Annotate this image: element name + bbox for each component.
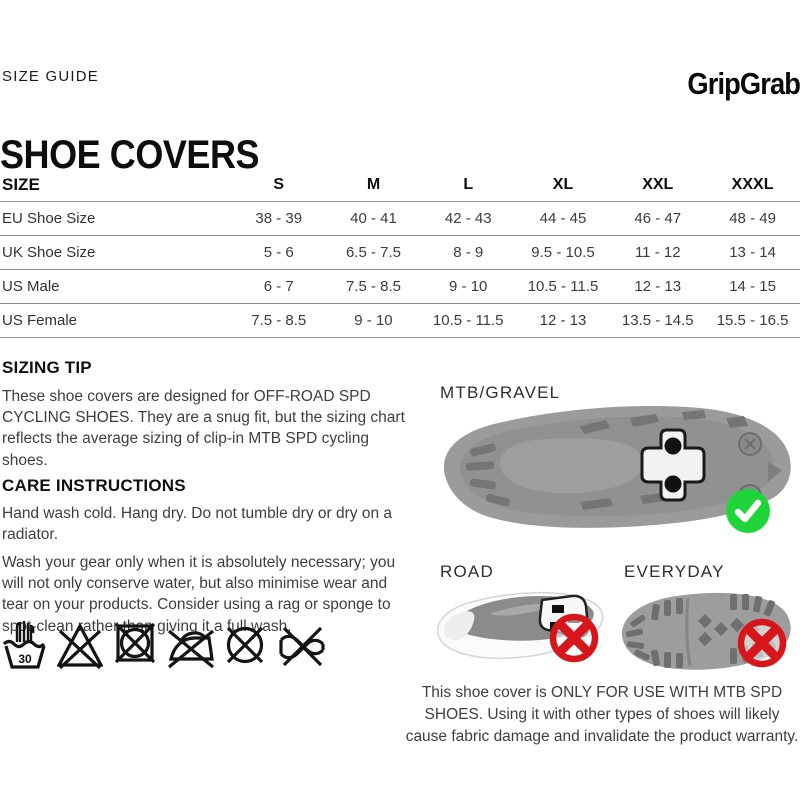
size-cell: 13 - 14 [705,236,800,270]
do-not-dry-clean-icon [222,618,268,670]
compatibility-note: This shoe cover is ONLY FOR USE WITH MTB SPD SHOES. Using it with other types of shoes will likely cause fabric damage and invalidate the product warranty. [405,684,799,745]
everyday-label: EVERYDAY [624,562,725,581]
size-cell: 6.5 - 7.5 [326,236,421,270]
table-row [0,270,800,304]
size-cell: 48 - 49 [705,202,800,236]
size-cell: 6 - 7 [231,270,326,304]
do-not-wring-icon [277,618,323,670]
row-label: EU Shoe Size [0,202,231,236]
sizing-tip-heading: SIZING TIP [2,358,92,377]
size-cell: 10.5 - 11.5 [516,270,611,304]
size-cell: 7.5 - 8.5 [326,270,421,304]
size-cell: 14 - 15 [705,270,800,304]
size-cell: 12 - 13 [610,270,705,304]
size-cell: 15.5 - 16.5 [705,304,800,338]
row-label: US Male [0,270,231,304]
road-label: ROAD [440,562,494,581]
do-not-tumble-dry-icon [112,618,158,670]
size-cell: 10.5 - 11.5 [421,304,516,338]
size-column-xl: XL [516,168,611,202]
size-cell: 40 - 41 [326,202,421,236]
row-label: UK Shoe Size [0,236,231,270]
svg-text:30: 30 [18,652,32,666]
do-not-bleach-icon [57,618,103,670]
size-column-header: SIZE [0,168,231,202]
size-cell: 9 - 10 [421,270,516,304]
mtb-allowed-check-icon [726,489,770,533]
care-text-1: Hand wash cold. Hang dry. Do not tumble dry or dry on a radiator. [2,505,392,544]
size-cell: 11 - 12 [610,236,705,270]
size-cell: 13.5 - 14.5 [610,304,705,338]
size-cell: 8 - 9 [421,236,516,270]
hand-wash-30-icon [2,618,48,670]
size-cell: 46 - 47 [610,202,705,236]
size-cell: 9.5 - 10.5 [516,236,611,270]
size-cell: 44 - 45 [516,202,611,236]
size-column-m: M [326,168,421,202]
mtb-gravel-label: MTB/GRAVEL [440,383,561,402]
size-table [0,168,800,338]
size-cell: 38 - 39 [231,202,326,236]
size-cell: 12 - 13 [516,304,611,338]
size-cell: 7.5 - 8.5 [231,304,326,338]
size-cell: 5 - 6 [231,236,326,270]
size-column-xxxl: XXXL [705,168,800,202]
size-table-header-row [0,168,800,202]
do-not-iron-icon [167,618,213,670]
sizing-tip-text: These shoe covers are designed for OFF-ROAD SPD CYCLING SHOES. They are a snug fit, but the sizing chart reflects the average sizing of clip-in MTB SPD cycling shoes. [2,388,405,469]
size-column-s: S [231,168,326,202]
size-column-xxl: XXL [610,168,705,202]
page-eyebrow: SIZE GUIDE [2,68,100,85]
size-column-l: L [421,168,516,202]
care-text-2: Wash your gear only when it is absolutely necessary; you will not only conserve water, but also minimise wear and tear on your products. Consider using a rag or sponge to spot-clean rather than giving it a full wash. [2,554,396,635]
gripgrab-logo: GripGrab [687,66,800,101]
row-label: US Female [0,304,231,338]
page-title: SHOE COVERS [0,132,260,177]
everyday-not-allowed-icon [734,615,790,671]
size-cell: 9 - 10 [326,304,421,338]
care-instructions-heading: CARE INSTRUCTIONS [2,476,186,495]
size-cell: 42 - 43 [421,202,516,236]
table-row [0,236,800,270]
table-row [0,202,800,236]
care-icons-row [2,618,323,670]
road-not-allowed-icon [546,610,602,666]
table-row [0,304,800,338]
